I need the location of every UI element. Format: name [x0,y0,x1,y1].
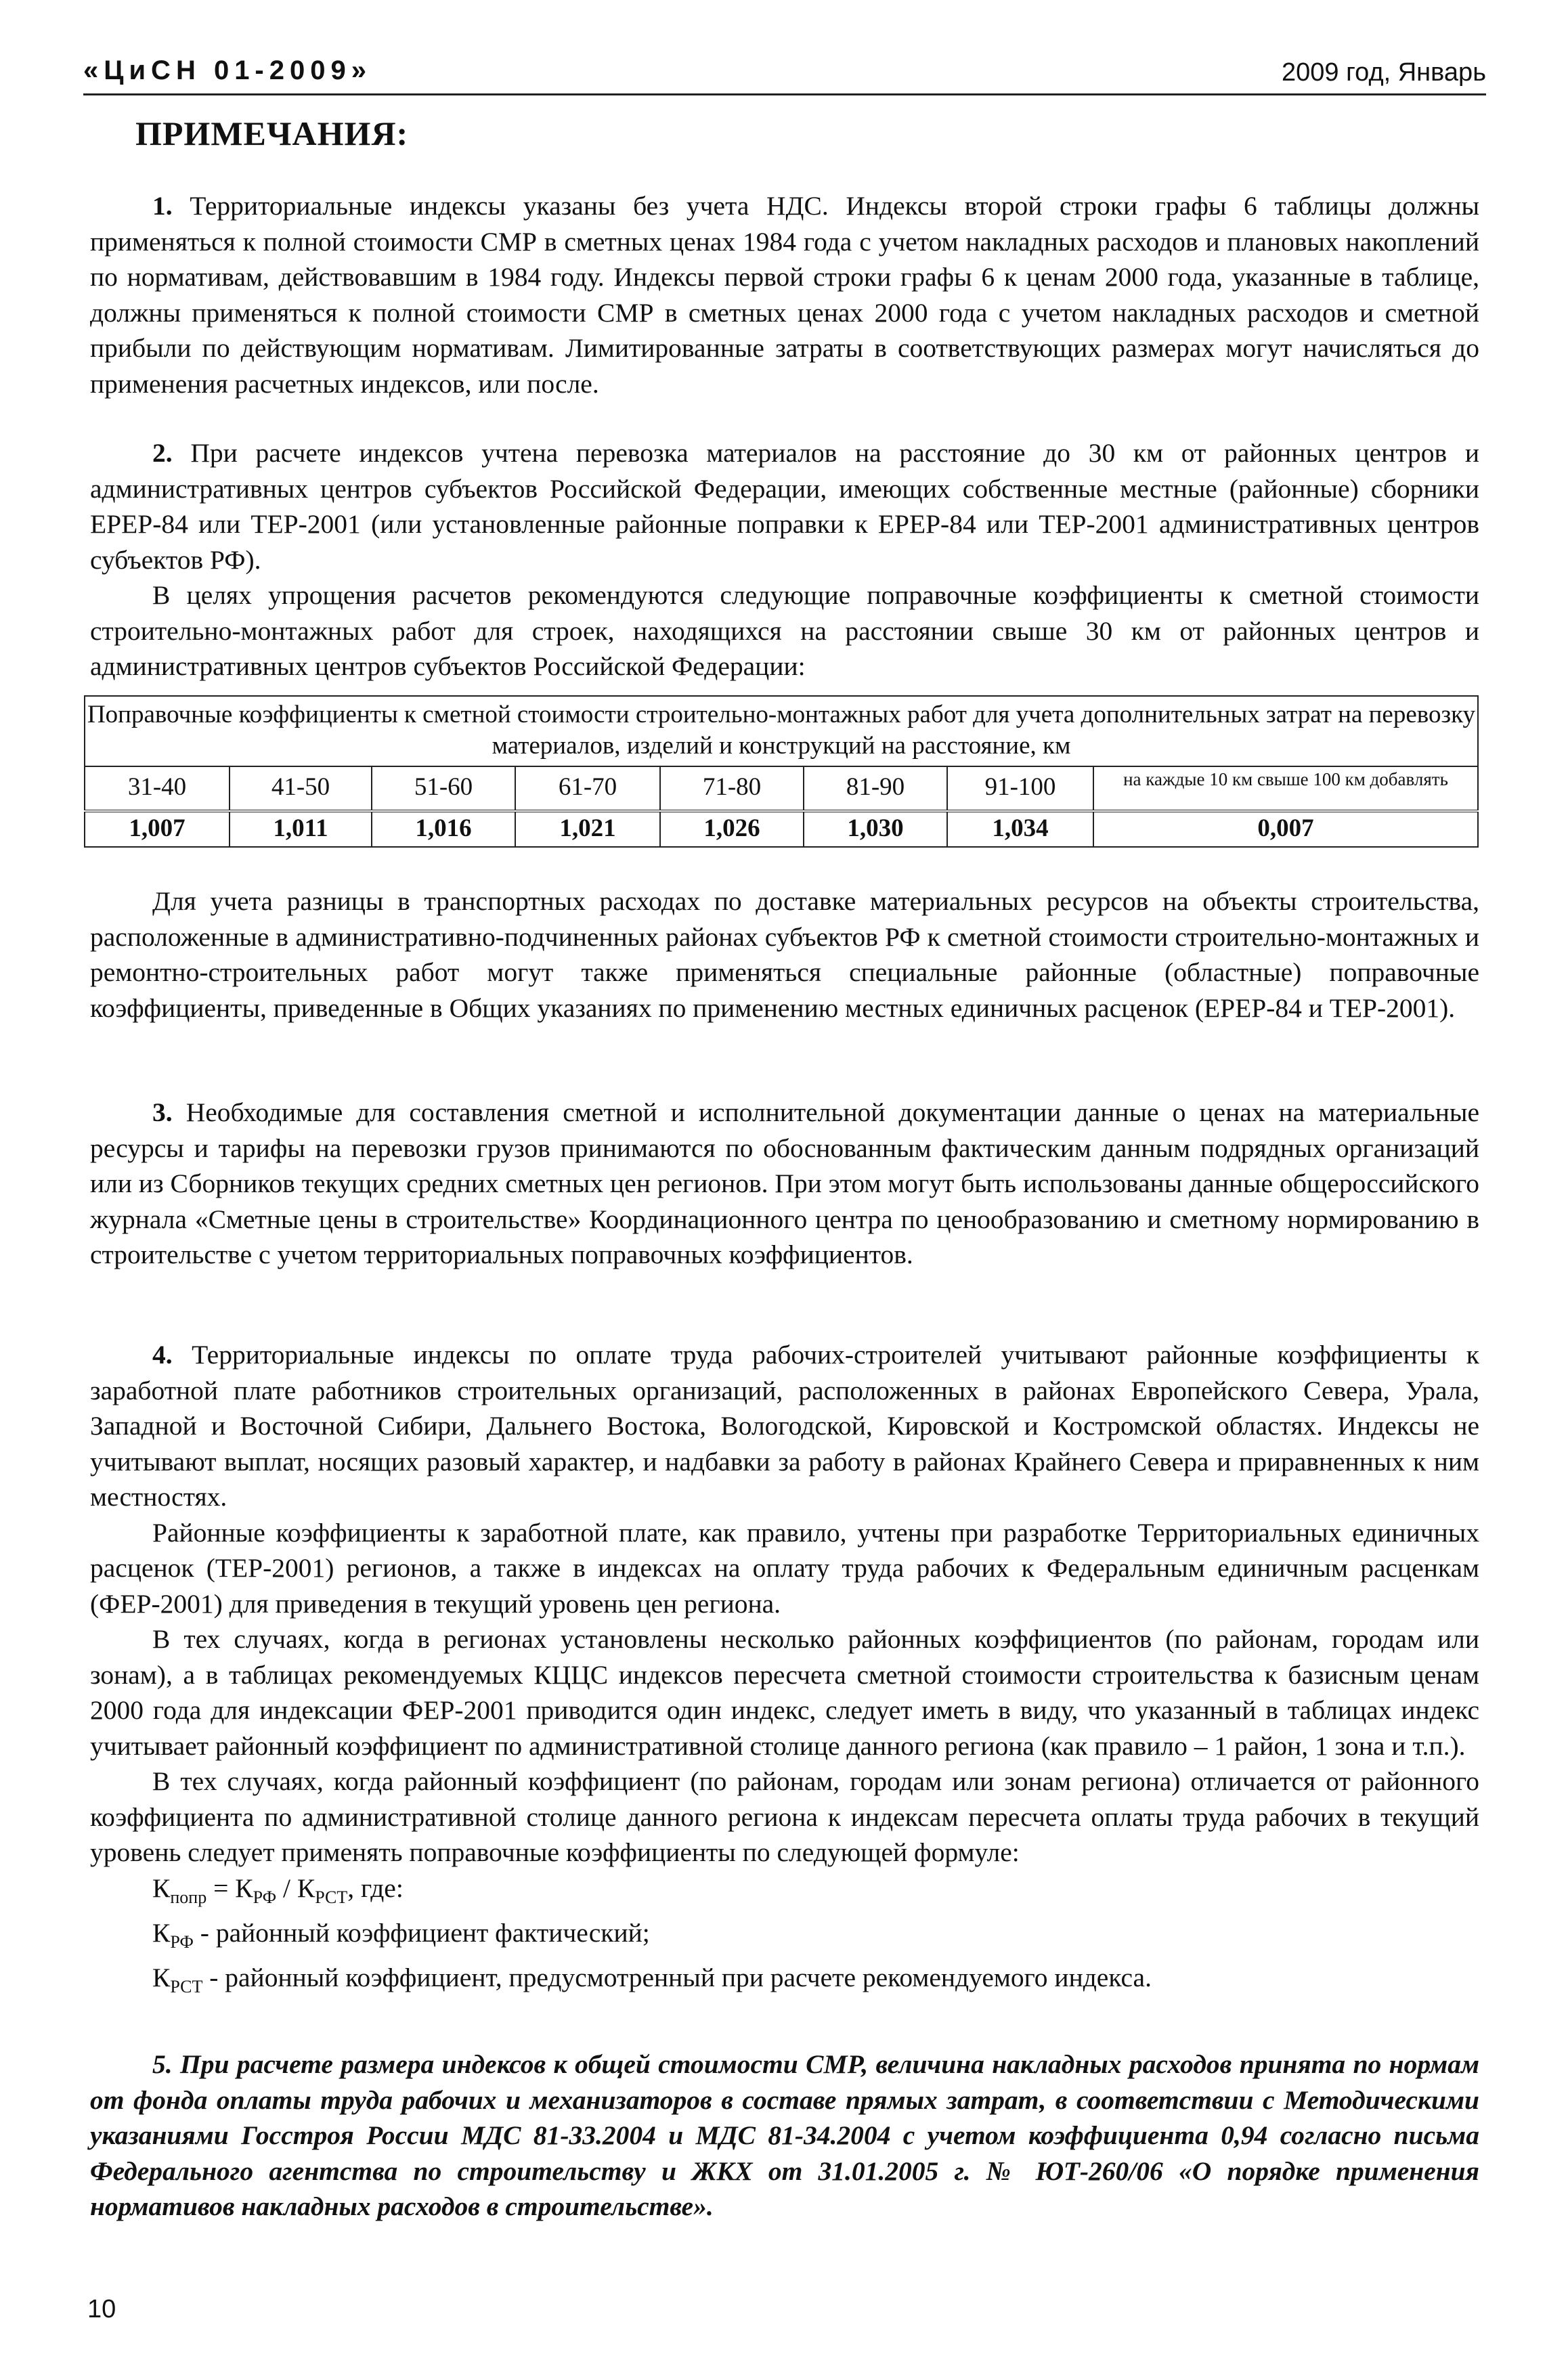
value-cell: 1,016 [372,811,515,847]
note-5 [90,2047,1479,2225]
note-3 [90,1095,1479,1273]
notes-title: ПРИМЕЧАНИЯ: [135,114,409,152]
note-3-number: 3. [152,1097,173,1127]
page-header [83,53,1486,95]
note-4-paragraph-1: Территориальные индексы по оплате труда рабочих-строителей учитывают районные коэффициенты к заработной плате работников строительных организаций, расположенных в районах Европейского Севера, Урала, Западной и Восточной Сибири, Дальнего Востока, Вологодской, Кировской и Костромской областях. Индексы не учитывают выплат, носящих разовый характер, и надбавки за работу в районах Крайнего Севера и приравненных к ним местностях. [90,1340,1479,1512]
range-cell: 51-60 [372,766,515,811]
note-4-number: 4. [152,1340,173,1370]
note-4-paragraph-3: В тех случаях, когда в регионах установлены несколько районных коэффициентов (по районам, городам или зонам), а в таблицах рекомендуемых КЦЦС индексов пересчета сметной стоимости строительства к базисным ценам 2000 года для индексации ФЕР-2001 приводится один индекс, следует иметь в виду, что указанный в таблицах индекс учитывает районный коэффициент по административной столице данного региона (как правило – 1 район, 1 зона и т.п.). [90,1624,1479,1761]
note-3-text: Необходимые для составления сметной и исполнительной документации данные о ценах на материальные ресурсы и тарифы на перевозки грузов принимаются по обоснованным фактическим данным подрядных организаций или из Сборников текущих средних сметных цен регионов. При этом могут быть использованы данные общероссийского журнала «Сметные цены в строительстве» Координационного центра по ценообразованию и сметному нормированию в строительстве с учетом территориальных поправочных коэффициентов. [90,1097,1479,1269]
range-cell-over-100: на каждые 10 км свыше 100 км добавлять [1093,766,1478,811]
value-cell: 1,026 [660,811,804,847]
value-cell: 1,030 [804,811,947,847]
note-4 [90,1337,1479,2005]
range-cell: 61-70 [515,766,660,811]
note-2-continued [90,883,1479,1026]
table-title: Поправочные коэффициенты к сметной стоимости строительно-монтажных работ для учета дополнительных затрат на перевозку материалов, изделий и конструкций на расстояние, км [85,696,1478,766]
document-date: 2009 год, Январь [1282,58,1486,87]
note-1-number: 1. [152,191,173,221]
note-1-text: Территориальные индексы указаны без учета НДС. Индексы второй строки графы 6 таблицы должны применяться к полной стоимости СМР в сметных ценах 1984 года с учетом накладных расходов и плановых накоплений по нормативам, действовавшим в 1984 году. Индексы первой строки графы 6 к ценам 2000 года, указанные в таблице, должны применяться к полной стоимости СМР в сметных ценах 2000 года с учетом накладных расходов и сметной прибыли по действующим нормативам. Лимитированные затраты в соответствующих размерах могут начисляться до применения расчетных индексов, или после. [90,191,1480,399]
range-cell: 91-100 [947,766,1093,811]
page-number: 10 [87,2295,116,2323]
note-2 [90,435,1479,684]
table-row-values [85,811,1478,847]
note-2-number: 2. [152,438,173,468]
document-code: «ЦиСН 01-2009» [83,56,372,85]
range-cell: 71-80 [660,766,804,811]
range-cell: 31-40 [85,766,230,811]
formula: $К_{попр} = К_{РФ} / К_{РСТ}$, где: [152,1873,404,1907]
note-5-number: 5. [152,2049,173,2079]
formula-definition-rf: $К_{РФ}$ - районный коэффициент фактический; [152,1917,650,1952]
note-1 [90,188,1479,401]
value-cell-over-100: 0,007 [1093,811,1478,847]
value-cell: 1,021 [515,811,660,847]
value-cell: 1,011 [230,811,372,847]
value-cell: 1,034 [947,811,1093,847]
range-cell: 81-90 [804,766,947,811]
value-cell: 1,007 [85,811,230,847]
note-2-paragraph-1: При расчете индексов учтена перевозка материалов на расстояние до 30 км от районных центров и административных центров субъектов Российской Федерации, имеющих собственные местные (районные) сборники ЕРЕР-84 или ТЕР-2001 (или установленные районные поправки к ЕРЕР-84 или ТЕР-2001 административных центров субъектов РФ). [90,438,1479,575]
note-4-paragraph-2: Районные коэффициенты к заработной плате, как правило, учтены при разработке Территориальных единичных расценок (ТЕР-2001) регионов, а также в индексах на оплату труда рабочих к Федеральным единичным расценкам (ФЕР-2001) для приведения в текущий уровень цен региона. [90,1517,1479,1619]
coefficients-table [84,695,1479,848]
formula-definition-rst: $К_{РСТ}$ - районный коэффициент, предусмотренный при расчете рекомендуемого индекса. [152,1963,1152,1997]
range-cell: 41-50 [230,766,372,811]
note-5-text: При расчете размера индексов к общей стоимости СМР, величина накладных расходов принята по нормам от фонда оплаты труда рабочих и механизаторов в составе прямых затрат, в соответствии с Методическими указаниями Госстроя России МДС 81-33.2004 и МДС 81-34.2004 с учетом коэффициента 0,94 согласно письма Федерального агентства по строительству и ЖКХ от 31.01.2005 г. № ЮТ-260/06 «О порядке применения нормативов накладных расходов в строительстве». [90,2049,1480,2221]
note-2-paragraph-2: В целях упрощения расчетов рекомендуются следующие поправочные коэффициенты к сметной стоимости строительно-монтажных работ для строек, находящихся на расстоянии свыше 30 км от районных центров и административных центров субъектов Российской Федерации: [90,580,1479,681]
note-2-paragraph-3: Для учета разницы в транспортных расходах по доставке материальных ресурсов на объекты строительства, расположенные в административно-подчиненных районах субъектов РФ к сметной стоимости строительно-монтажных и ремонтно-строительных работ могут также применяться специальные районные (областные) поправочные коэффициенты, приведенные в Общих указаниях по применению местных единичных расценок (ЕРЕР-84 и ТЕР-2001). [90,886,1479,1023]
note-4-paragraph-4: В тех случаях, когда районный коэффициент (по районам, городам или зонам региона) отличается от районного коэффициента по административной столице данного региона к индексам пересчета оплаты труда рабочих в текущий уровень следует применять поправочные коэффициенты по следующей формуле: [90,1766,1479,1867]
table-row-ranges [85,766,1478,811]
